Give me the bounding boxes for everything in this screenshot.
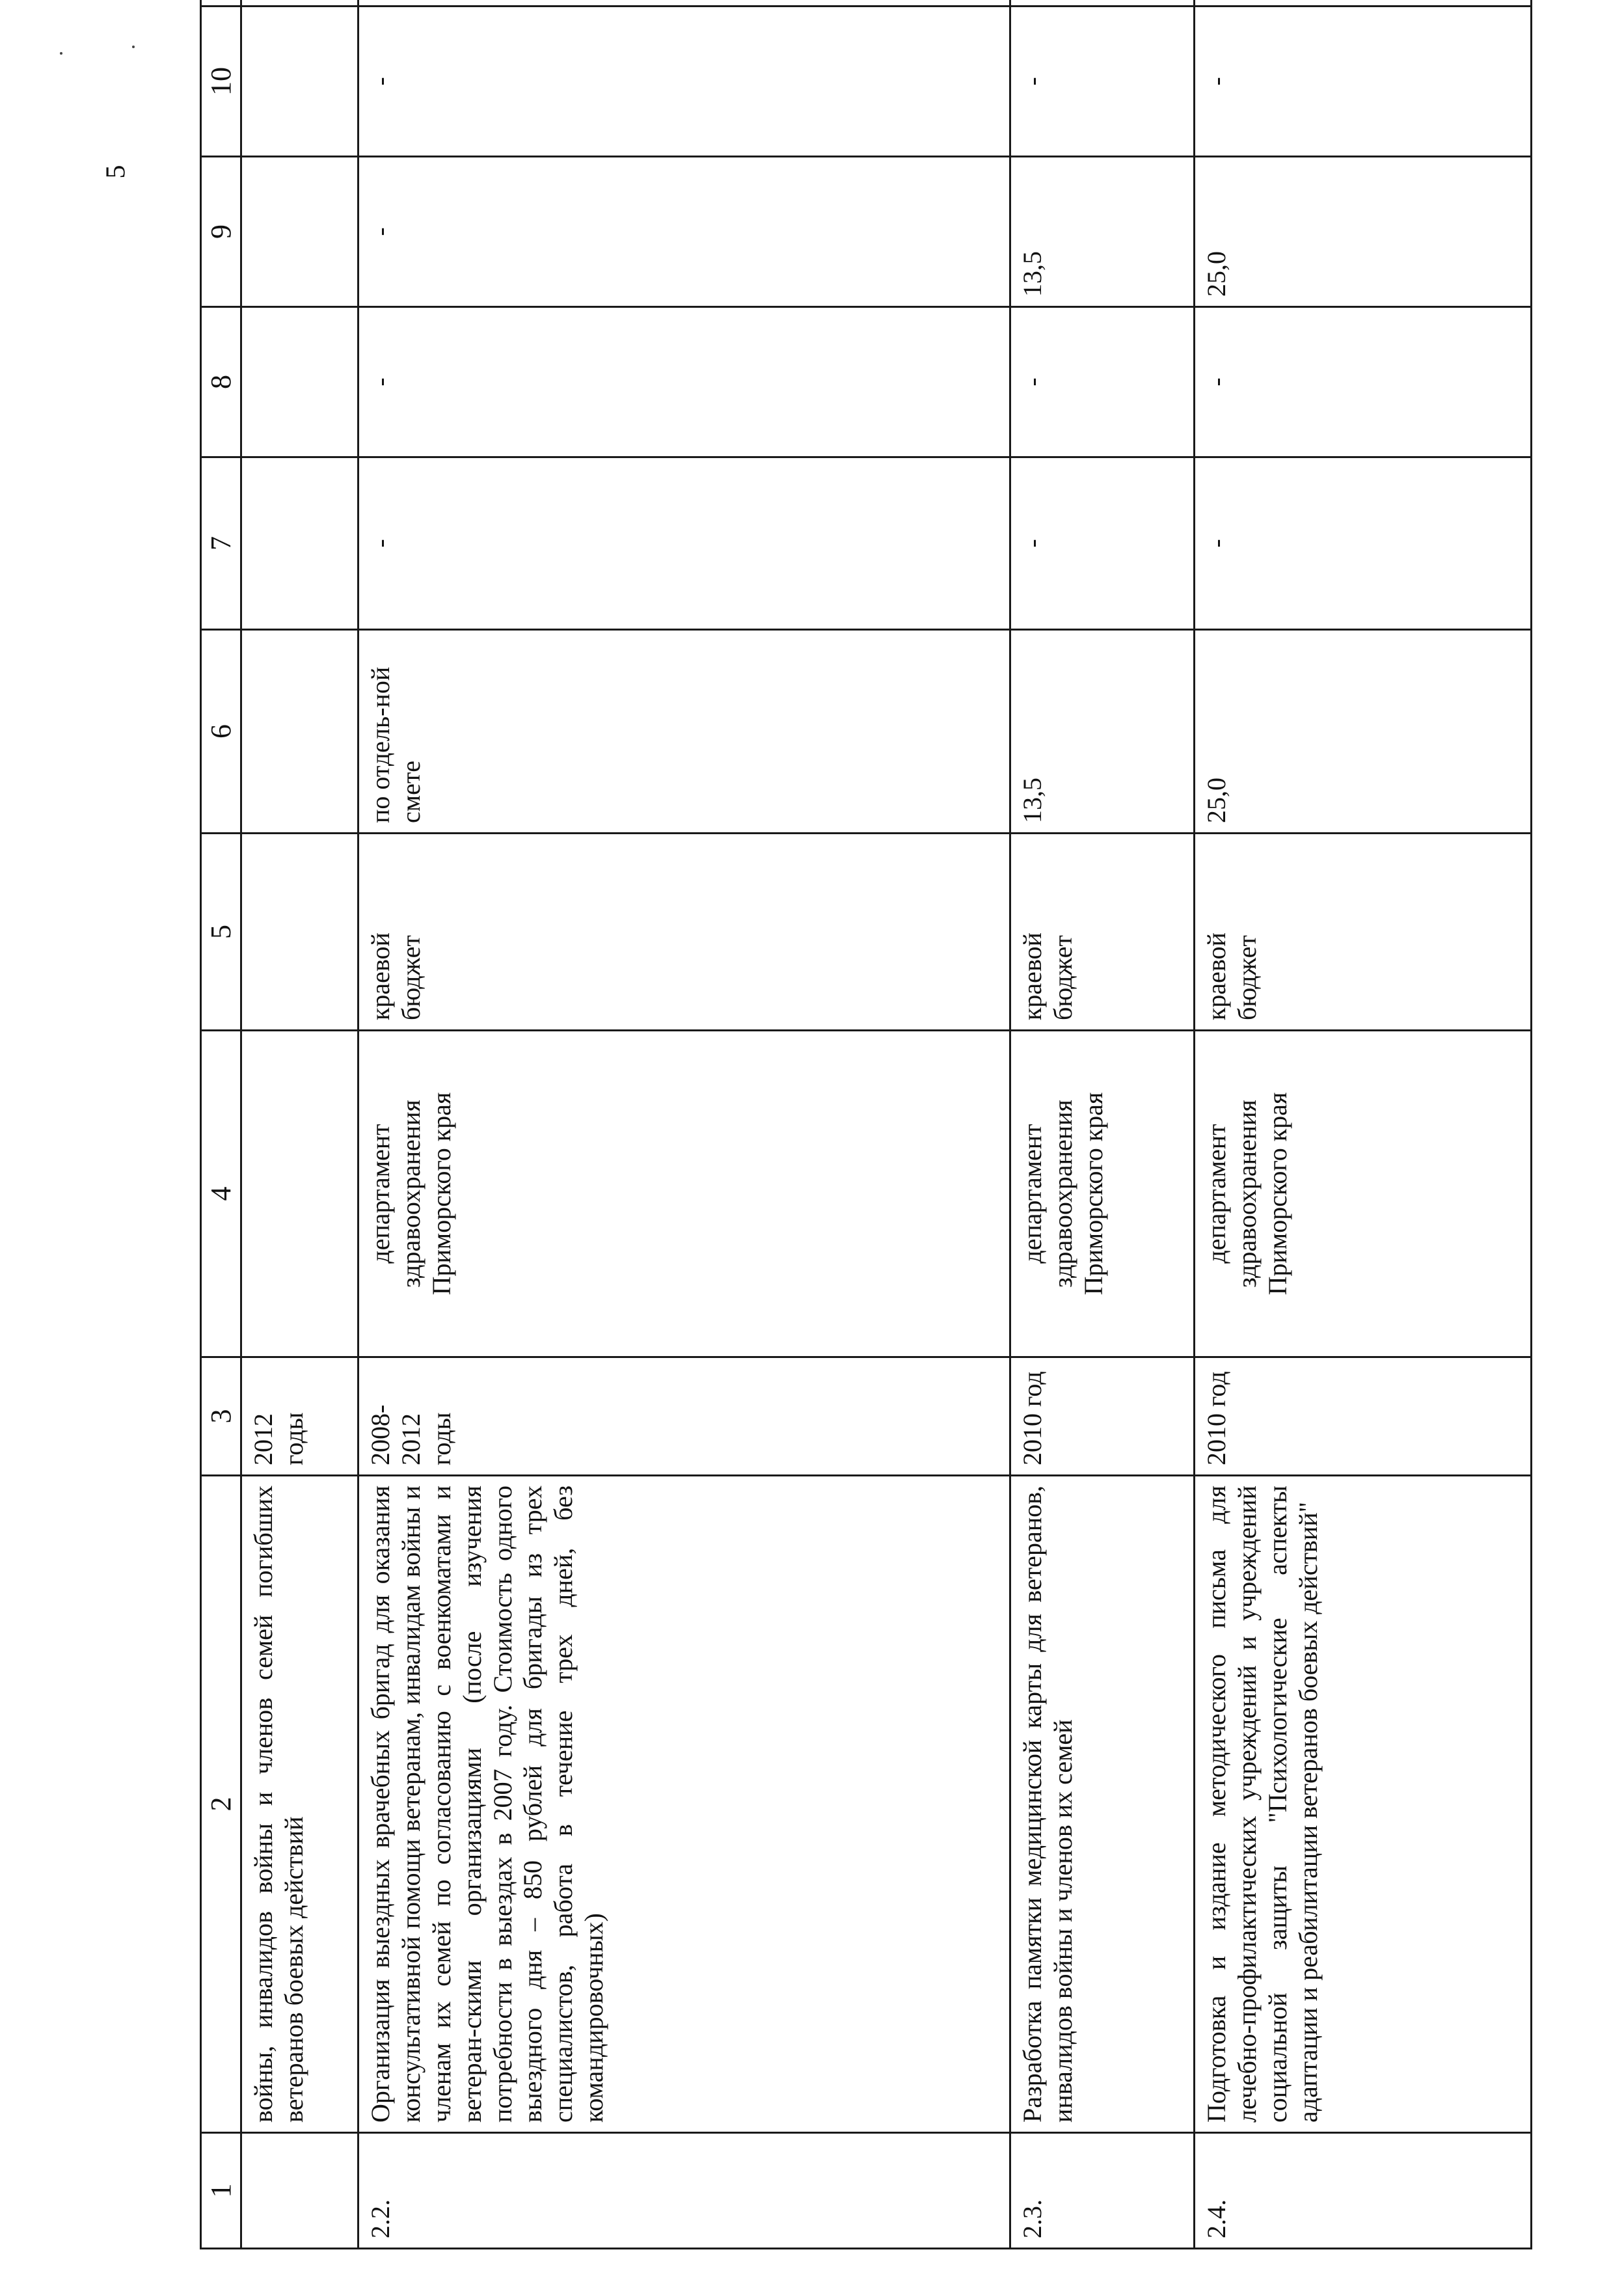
table-row: [1195, 0, 1532, 2249]
row-description: Организация выездных врачебных бригад для оказания консультативной помощи ветеранам, инвалидам войны и членам их семей по согласованию с военкоматами и ветеран-скими организациями (после изучения потребности в выездах в 2007 году. Стоимость одного выездного дня – 850 рублей для бригады из трех специалистов, работа в течение трех дней, без командировочных): [359, 1476, 1010, 2133]
row-value: -: [359, 457, 1010, 630]
header-cell: 3: [201, 1357, 241, 1476]
header-cell: 2: [201, 1476, 241, 2133]
row-total: 25,0: [1195, 630, 1532, 834]
row-description: войны, инвалидов войны и членов семей погибших ветеранов боевых действий: [241, 1476, 359, 2133]
header-cell: [201, 0, 241, 7]
row-executor: департамент здравоохранения Приморского края: [359, 1031, 1010, 1357]
row-value: [241, 457, 359, 630]
row-value: -: [1195, 7, 1532, 157]
row-value: 25,0: [1195, 157, 1532, 307]
row-value: 13,5: [1010, 157, 1195, 307]
row-value: [1010, 0, 1195, 7]
header-cell: 9: [201, 157, 241, 307]
header-cell: 7: [201, 457, 241, 630]
row-value: -: [1010, 307, 1195, 457]
scan-speck: [132, 46, 135, 48]
row-executor: департамент здравоохранения Приморского края: [1010, 1031, 1195, 1357]
row-value: [241, 0, 359, 7]
row-source: краевой бюджет: [1010, 834, 1195, 1031]
row-source: [241, 834, 359, 1031]
row-number: 2.3.: [1010, 2133, 1195, 2249]
row-source: краевой бюджет: [359, 834, 1010, 1031]
row-period: 2010 год: [1010, 1357, 1195, 1476]
row-executor: [241, 1031, 359, 1357]
table-sheet: [200, 57, 1530, 2249]
row-value: -: [359, 157, 1010, 307]
row-source: краевой бюджет: [1195, 834, 1532, 1031]
page-number: 5: [101, 165, 131, 179]
row-description: Разработка памятки медицинской карты для ветеранов, инвалидов войны и членов их семей: [1010, 1476, 1195, 2133]
header-cell: 8: [201, 307, 241, 457]
row-value: [359, 0, 1010, 7]
row-executor: департамент здравоохранения Приморского края: [1195, 1031, 1532, 1357]
header-row: [201, 0, 241, 2249]
header-cell: 10: [201, 7, 241, 157]
row-value: -: [1195, 457, 1532, 630]
row-total: 13,5: [1010, 630, 1195, 834]
scan-speck: [60, 52, 62, 55]
program-table: [200, 0, 1532, 2249]
row-value: [241, 7, 359, 157]
row-value: -: [1195, 307, 1532, 457]
row-value: [241, 157, 359, 307]
row-total: по отдель-ной смете: [359, 630, 1010, 834]
row-number: 2.2.: [359, 2133, 1010, 2249]
row-value: [241, 307, 359, 457]
row-description: Подготовка и издание методического письма для лечебно-профилактических учреждений и учреждений социальной защиты "Психологические аспекты адаптации и реабилитации ветеранов боевых действий": [1195, 1476, 1532, 2133]
row-period: 2008-2012 годы: [359, 1357, 1010, 1476]
header-cell: 5: [201, 834, 241, 1031]
table-row: [359, 0, 1010, 2249]
row-value: -: [359, 7, 1010, 157]
row-total: [241, 630, 359, 834]
row-value: [1195, 0, 1532, 7]
row-period: 2010 год: [1195, 1357, 1532, 1476]
row-number: 2.4.: [1195, 2133, 1532, 2249]
row-value: -: [359, 307, 1010, 457]
header-cell: 6: [201, 630, 241, 834]
header-cell: 1: [201, 2133, 241, 2249]
table-row: [1010, 0, 1195, 2249]
header-cell: 4: [201, 1031, 241, 1357]
table-row: [241, 0, 359, 2249]
row-value: -: [1010, 457, 1195, 630]
row-period: 2012 годы: [241, 1357, 359, 1476]
row-value: -: [1010, 7, 1195, 157]
row-number: [241, 2133, 359, 2249]
